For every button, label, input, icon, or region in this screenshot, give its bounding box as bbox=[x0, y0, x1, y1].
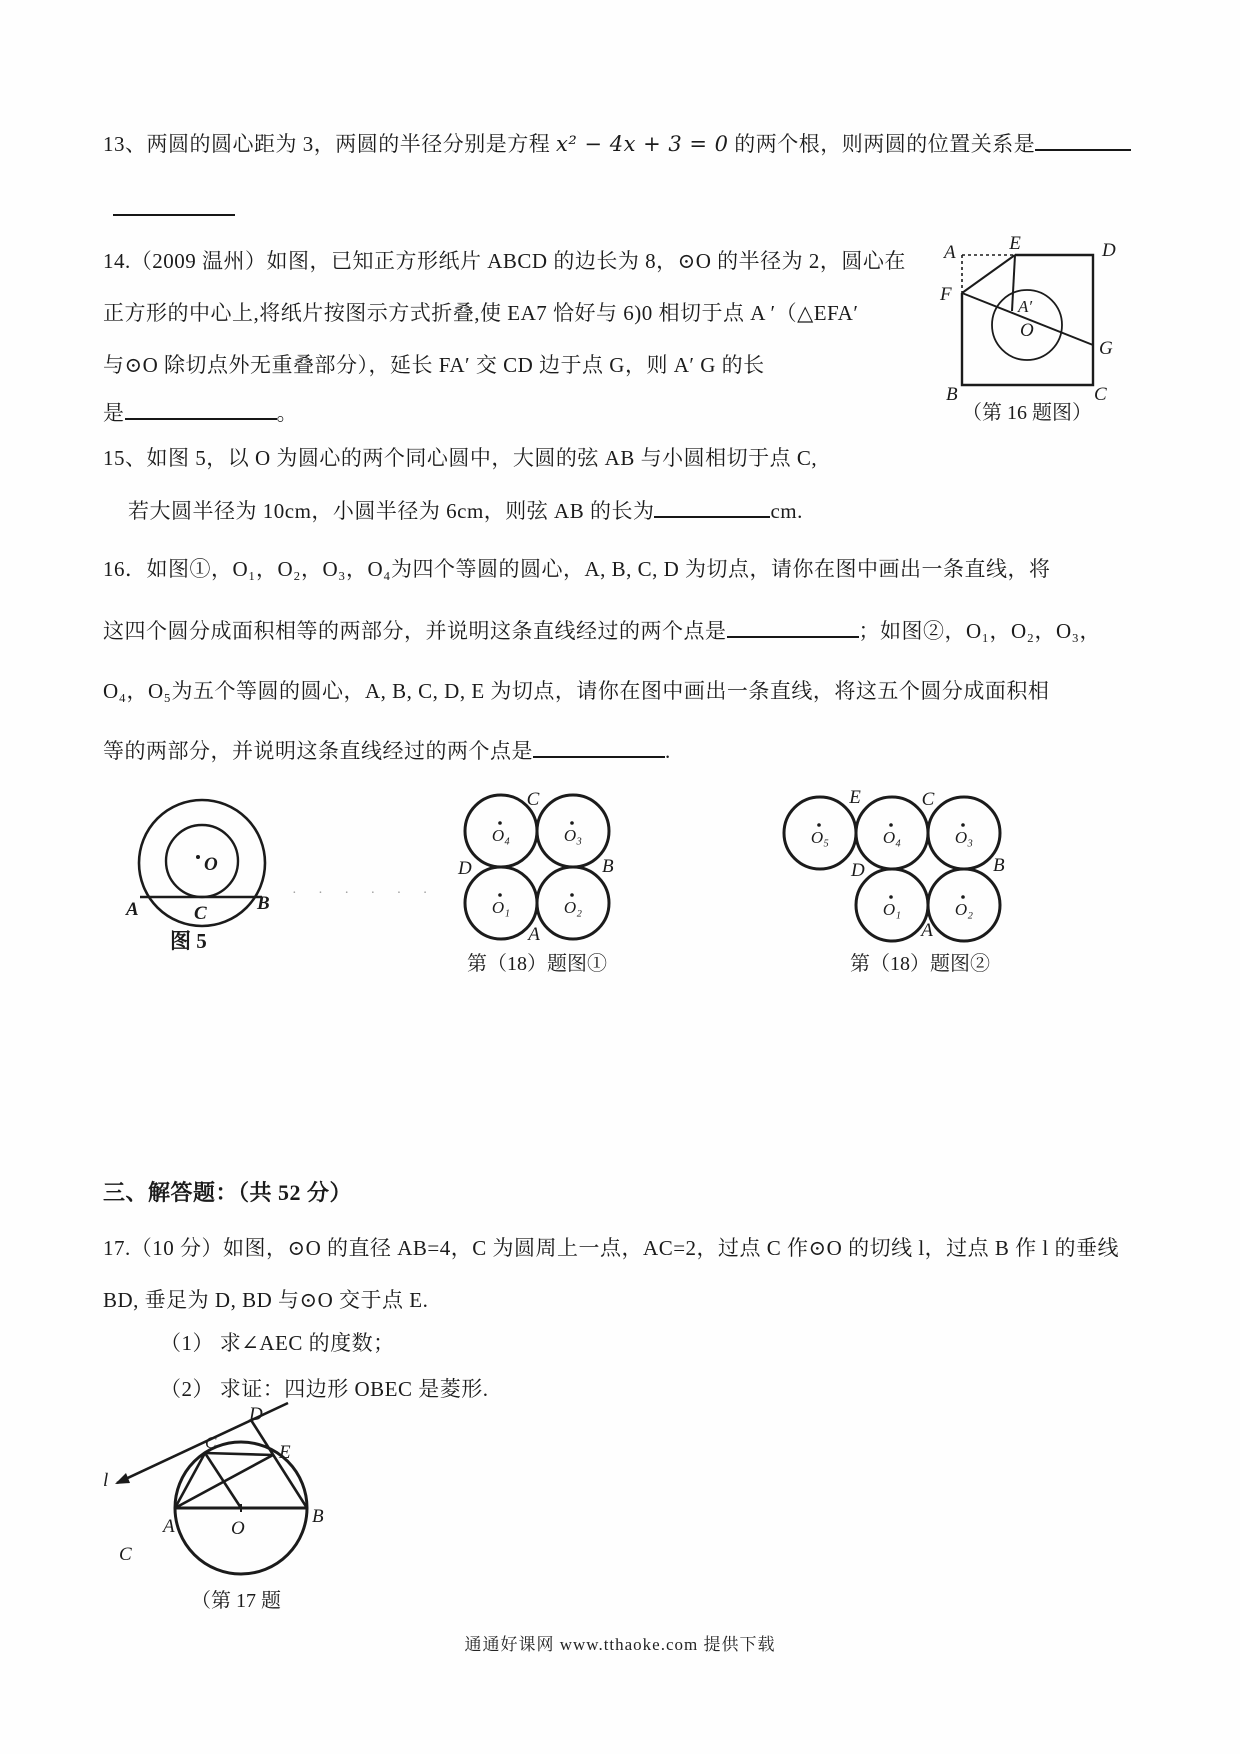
q14-line4-pre: 是 bbox=[103, 401, 125, 425]
fig17-label-l: l bbox=[103, 1470, 109, 1491]
fig17-caption: （第 17 题 bbox=[191, 1590, 281, 1612]
page-footer-text: 通通好课网 www.tthaoke.com 提供下载 bbox=[464, 1635, 776, 1654]
page-footer bbox=[0, 1630, 1240, 1655]
fig14-line-EF bbox=[962, 255, 1015, 293]
figure-q16-four-circles bbox=[450, 780, 640, 980]
fig18a-label-o3: O₃ bbox=[563, 826, 583, 845]
fig14-label-A-prime: A′ bbox=[1018, 297, 1033, 316]
fig18a-dot-o4 bbox=[498, 821, 502, 825]
fig17-label-B: B bbox=[312, 1506, 324, 1527]
fig18b-dot-o5 bbox=[817, 823, 821, 827]
q16-line2-pre: 这四个圆分成面积相等的两部分，并说明这条直线经过的两个点是 bbox=[103, 619, 727, 643]
q17-line1 bbox=[103, 1235, 1119, 1261]
q15-line1-text: 15、如图 5，以 O 为圆心的两个同心圆中，大圆的弦 AB 与小圆相切于点 C, bbox=[103, 446, 818, 470]
fig18a-label-C: C bbox=[526, 789, 540, 810]
q13-text-post: 的两个根，则两圆的位置关系是 bbox=[728, 132, 1036, 156]
fig18b-caption: 第（18）题图② bbox=[850, 953, 990, 975]
q14-line1-text: 14.（2009 温州）如图，已知正方形纸片 ABCD 的边长为 8，⊙O 的半径为 2，圆心在 bbox=[103, 249, 906, 273]
fig18b-label-E: E bbox=[849, 787, 861, 808]
fig18b-label-A: A bbox=[921, 920, 933, 941]
fig18a-dot-o3 bbox=[570, 821, 574, 825]
q16-line2 bbox=[103, 618, 1101, 644]
q15-line2-pre: 若大圆半径为 10cm，小圆半径为 6cm，则弦 AB 的长为 bbox=[128, 499, 655, 523]
q13-blank-part1 bbox=[1035, 131, 1131, 151]
fig18a-dot-o1 bbox=[498, 893, 502, 897]
q17-sub2-text: （2） 求证：四边形 OBEC 是菱形. bbox=[160, 1377, 489, 1401]
fig17-label-C-tangent: C bbox=[205, 1433, 217, 1452]
fig18b-label-o4: O₄ bbox=[882, 828, 902, 847]
fig17-chord-CE bbox=[205, 1453, 273, 1455]
q14-blank bbox=[125, 400, 277, 420]
fig5-center-dot bbox=[196, 855, 200, 859]
fig18b-label-o5: O₅ bbox=[810, 828, 830, 847]
section3-heading-text: 三、解答题：（共 52 分） bbox=[103, 1180, 353, 1205]
q17-line1-text: 17.（10 分）如图，⊙O 的直径 AB=4，C 为圆周上一点，AC=2，过点 C 作⊙O 的切线 l，过点 B 作 l 的垂线 bbox=[103, 1236, 1119, 1260]
fig17-radius-OC bbox=[205, 1453, 241, 1508]
fig14-label-C: C bbox=[1094, 384, 1107, 405]
figure-q17-circle-tangent bbox=[91, 1398, 381, 1623]
fig17-label-O: O bbox=[231, 1518, 245, 1539]
fig18b-dot-o2 bbox=[961, 895, 965, 899]
q14-line1 bbox=[103, 248, 906, 274]
scan-artifact-dots: · · · · · · bbox=[292, 886, 437, 901]
q14-line4 bbox=[103, 400, 298, 426]
q16-line4-post: . bbox=[665, 739, 671, 763]
q17-sub1 bbox=[160, 1330, 395, 1356]
fig18b-label-C: C bbox=[921, 789, 935, 810]
q13-blank-part2 bbox=[113, 196, 235, 216]
q16-line4-pre: 等的两部分，并说明这条直线经过的两个点是 bbox=[103, 739, 533, 763]
figure-q15-concentric-circles bbox=[110, 778, 310, 958]
fig18a-label-D: D bbox=[458, 858, 472, 879]
q17-sub1-text: （1） 求∠AEC 的度数； bbox=[160, 1331, 395, 1355]
q14-line3-text: 与⊙O 除切点外无重叠部分），延长 FA′ 交 CD 边于点 G，则 A′ G 的长 bbox=[103, 353, 765, 377]
fig18b-label-D: D bbox=[851, 860, 865, 881]
q13-formula: x² − 4x + 3 = 0 bbox=[556, 132, 729, 156]
fig17-label-E: E bbox=[279, 1442, 291, 1463]
fig18a-label-o2: O₂ bbox=[563, 898, 583, 917]
fig17-label-D: D bbox=[249, 1404, 263, 1425]
fig14-label-E: E bbox=[1009, 233, 1021, 254]
fig14-line-EAprime bbox=[1012, 255, 1015, 311]
figure-q14-square-fold bbox=[930, 228, 1130, 428]
q14-line2 bbox=[103, 300, 858, 326]
q14-line4-post: 。 bbox=[276, 401, 298, 425]
fig14-label-B: B bbox=[946, 384, 958, 405]
q15-line1 bbox=[103, 445, 817, 471]
fig18a-caption: 第（18）题图① bbox=[467, 953, 607, 975]
q14-line2-text: 正方形的中心上,将纸片按图示方式折叠,使 EA7 恰好与 6)0 相切于点 A ′（△EFA′ bbox=[103, 301, 859, 325]
fig18b-label-B: B bbox=[993, 855, 1005, 876]
q16-line1 bbox=[103, 556, 1051, 582]
fig17-segment-BD bbox=[251, 1420, 307, 1508]
q17-line2 bbox=[103, 1287, 428, 1313]
q13-line1 bbox=[103, 131, 1131, 157]
q16-blank-2 bbox=[533, 738, 665, 758]
fig5-label-C: C bbox=[194, 903, 207, 924]
figure-q16-five-circles bbox=[775, 780, 1025, 980]
q13-line2 bbox=[113, 196, 235, 222]
q16-line3 bbox=[103, 678, 1049, 704]
fig18a-label-o4: O₄ bbox=[491, 826, 511, 845]
fig5-label-O: O bbox=[204, 854, 218, 875]
fig5-label-B: B bbox=[257, 893, 270, 914]
fig18b-label-o1: O₁ bbox=[882, 900, 902, 919]
fig14-caption: （第 16 题图） bbox=[962, 402, 1092, 424]
fig18b-dot-o3 bbox=[961, 823, 965, 827]
fig18a-label-A: A bbox=[528, 924, 540, 945]
section3-heading bbox=[103, 1180, 352, 1206]
fig17-tangent-arrowhead bbox=[115, 1473, 130, 1484]
fig14-label-A: A bbox=[944, 242, 956, 263]
fig5-label-A: A bbox=[126, 899, 139, 920]
q14-line3 bbox=[103, 352, 765, 378]
fig17-label-C-outer: C bbox=[119, 1544, 132, 1565]
q16-line4 bbox=[103, 738, 671, 764]
q13-text-pre: 13、两圆的圆心距为 3，两圆的半径分别是方程 bbox=[103, 132, 556, 156]
q15-blank bbox=[654, 498, 770, 518]
fig14-label-F: F bbox=[940, 284, 952, 305]
fig18b-dot-o4 bbox=[889, 823, 893, 827]
fig18a-dot-o2 bbox=[570, 893, 574, 897]
fig18b-dot-o1 bbox=[889, 895, 893, 899]
fig14-label-G: G bbox=[1099, 338, 1113, 359]
fig5-inner-circle bbox=[166, 825, 238, 897]
fig18b-label-o3: O₃ bbox=[954, 828, 974, 847]
q16-line1-text: 16．如图①，O₁，O₂，O₃，O₄为四个等圆的圆心，A, B, C, D 为切点，请你在图中画出一条直线，将 bbox=[103, 557, 1051, 581]
q16-line3-text: O₄，O₅为五个等圆的圆心，A, B, C, D, E 为切点，请你在图中画出一条直线，将这五个圆分成面积相 bbox=[103, 679, 1050, 703]
fig18b-label-o2: O₂ bbox=[954, 900, 974, 919]
fig18a-label-B: B bbox=[602, 856, 614, 877]
fig14-label-O: O bbox=[1020, 320, 1034, 341]
q17-line2-text: BD, 垂足为 D, BD 与⊙O 交于点 E. bbox=[103, 1288, 429, 1312]
fig17-label-A: A bbox=[163, 1516, 175, 1537]
q15-line2-post: cm. bbox=[770, 499, 803, 523]
fig18a-label-o1: O₁ bbox=[491, 898, 511, 917]
q15-line2 bbox=[128, 498, 803, 524]
q16-blank-1 bbox=[727, 618, 859, 638]
fig14-label-D: D bbox=[1102, 240, 1116, 261]
q16-line2-post: ；如图②，O₁，O₂，O₃， bbox=[858, 619, 1101, 643]
fig5-caption: 图 5 bbox=[170, 929, 207, 953]
